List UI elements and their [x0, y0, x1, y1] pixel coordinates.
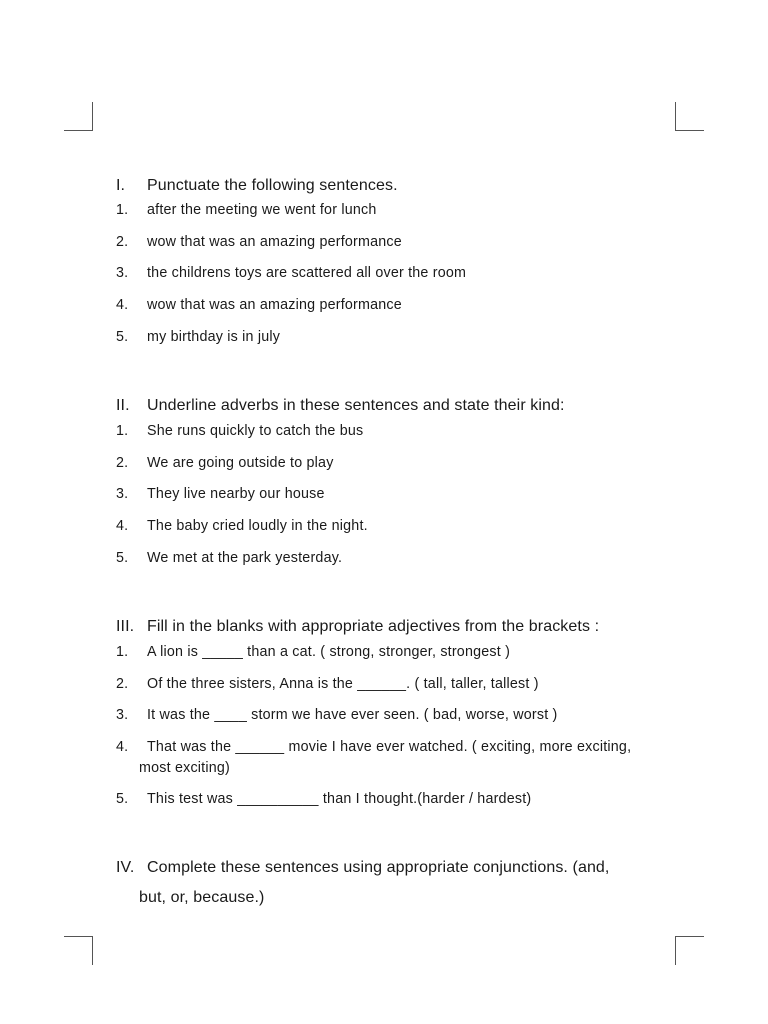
item-text: my birthday is in july [147, 329, 281, 345]
item-number: 3. [116, 265, 129, 281]
item-number: 4. [116, 518, 129, 534]
item-text: They live nearby our house [147, 486, 325, 502]
item-number: 1. [116, 644, 129, 660]
section-title: Punctuate the following sentences. [147, 177, 398, 194]
item-text: The baby cried loudly in the night. [147, 518, 368, 534]
item-number: 1. [116, 423, 129, 439]
item-text: She runs quickly to catch the bus [147, 423, 364, 439]
section-numeral: III. [116, 618, 135, 635]
crop-mark-top-right-vertical [675, 102, 676, 131]
item-text: wow that was an amazing performance [147, 234, 402, 250]
section-title-continuation: but, or, because.) [139, 889, 265, 906]
crop-mark-top-right-horizontal [675, 130, 704, 131]
crop-mark-bottom-right-vertical [675, 936, 676, 965]
section-title: Fill in the blanks with appropriate adjectives from the brackets : [147, 618, 600, 635]
crop-mark-top-left-horizontal [64, 130, 93, 131]
item-text: It was the ____ storm we have ever seen. ( bad, worse, worst ) [147, 707, 558, 723]
section-numeral: I. [116, 177, 126, 194]
item-text: We met at the park yesterday. [147, 550, 343, 566]
crop-mark-bottom-right-horizontal [675, 936, 704, 937]
item-number: 3. [116, 486, 129, 502]
section-numeral: II. [116, 397, 130, 414]
item-text: We are going outside to play [147, 455, 334, 471]
crop-mark-bottom-left-vertical [92, 936, 93, 965]
item-number: 2. [116, 234, 129, 250]
item-number: 2. [116, 676, 129, 692]
item-number: 5. [116, 329, 129, 345]
section-title: Underline adverbs in these sentences and state their kind: [147, 397, 565, 414]
item-number: 1. [116, 202, 129, 218]
crop-mark-bottom-left-horizontal [64, 936, 93, 937]
item-text: Of the three sisters, Anna is the ______. ( tall, taller, tallest ) [147, 676, 539, 692]
item-text: after the meeting we went for lunch [147, 202, 377, 218]
item-number: 4. [116, 297, 129, 313]
item-number: 4. [116, 739, 129, 755]
item-number: 5. [116, 550, 129, 566]
item-text: the childrens toys are scattered all over the room [147, 265, 467, 281]
section-title: Complete these sentences using appropriate conjunctions. (and, [147, 859, 610, 876]
item-text: This test was __________ than I thought.(harder / hardest) [147, 791, 532, 807]
item-text-continuation: most exciting) [139, 760, 230, 776]
section-numeral: IV. [116, 859, 135, 876]
item-number: 5. [116, 791, 129, 807]
item-number: 2. [116, 455, 129, 471]
item-text: That was the ______ movie I have ever watched. ( exciting, more exciting, [147, 739, 632, 755]
crop-mark-top-left-vertical [92, 102, 93, 131]
item-text: wow that was an amazing performance [147, 297, 402, 313]
item-number: 3. [116, 707, 129, 723]
item-text: A lion is _____ than a cat. ( strong, stronger, strongest ) [147, 644, 511, 660]
